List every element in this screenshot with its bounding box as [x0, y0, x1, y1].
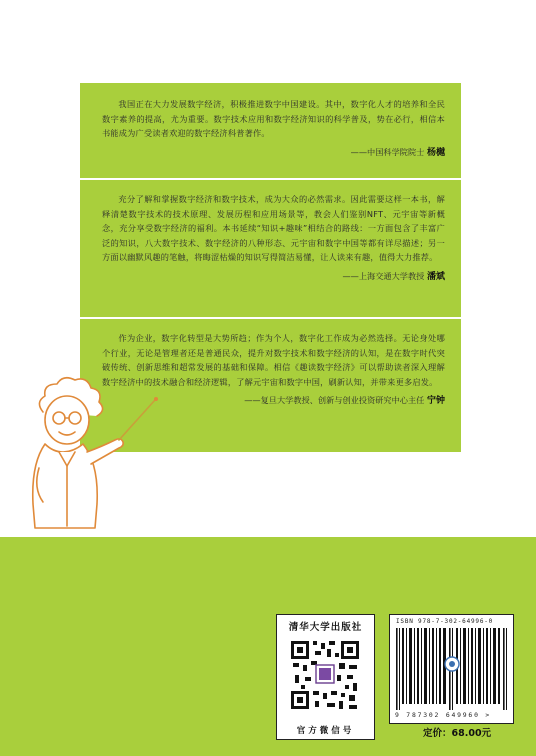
signature-title-3: ——复旦大学教授、创新与创业投资研究中心主任 — [244, 395, 425, 406]
endorsement-signature-1 — [102, 145, 445, 158]
isbn-barcode-card — [389, 614, 514, 724]
endorsement-panel-1 — [80, 83, 461, 178]
signature-title-1: ——中国科学院院士 — [350, 146, 425, 157]
endorsement-text-2: 充分了解和掌握数字经济和数字技术，成为大众的必然需求。因此需要这样一本书，解释清楚数字技术的技术原理、发展历程和应用场景等，教会人们鉴别NFT、元宇宙等新概念，充分享受数字经济的福利。本书延续“知识+趣味”相结合的路线：一方面包含了丰富广泛的知识，八大数字技术、数字经济的八种形态、元宇宙和数字中国等都有详尽描述；另一方面以幽默风趣的笔触，将晦涩枯燥的知识写得简洁易懂，让人读来有趣，值得大力推荐。 — [102, 194, 445, 263]
signature-name-2: 潘斌 — [426, 271, 445, 282]
barcode-digits: 9 787302 649960 > — [395, 711, 492, 719]
barcode-icon — [396, 628, 508, 710]
isbn-number: ISBN 978-7-302-64996-0 — [396, 618, 494, 625]
publisher-name: 清华大学出版社 — [288, 622, 363, 633]
endorsement-panel-2 — [80, 180, 461, 317]
signature-name-3: 宁钟 — [426, 396, 445, 407]
qr-code-card — [276, 614, 375, 740]
endorsement-signature-2 — [102, 269, 445, 282]
signature-title-2: ——上海交通大学教授 — [342, 270, 425, 281]
official-wechat-label: 官方微信号 — [296, 726, 355, 736]
signature-name-1: 杨樾 — [426, 147, 445, 158]
endorsement-text-3: 作为企业，数字化转型是大势所趋；作为个人，数字化工作成为必然选择。无论身处哪个行业，无论是管理者还是普通民众，提升对数字技术和数字经济的认知，是在数字时代突破传统、创新思维和超常发展的基础和保障。相信《趣读数字经济》可以帮助读者深入理解数字经济中的技术融合和经济逻辑，了解元宇宙和数字中国，刷新认知，并带来更多启发。 — [102, 333, 445, 387]
price-label: 定价：68.00元 — [423, 728, 492, 739]
endorsement-text-1: 我国正在大力发展数字经济，积极推进数字中国建设。其中，数字化人才的培养和全民数字素养的提高，尤为重要。数字技术应用和数字经济知识的科学普及，势在必行，相信本书能成为广受读者欢迎的数字经济科普著作。 — [102, 99, 445, 139]
qr-code-icon — [289, 635, 361, 719]
professor-cartoon-icon — [15, 372, 165, 530]
